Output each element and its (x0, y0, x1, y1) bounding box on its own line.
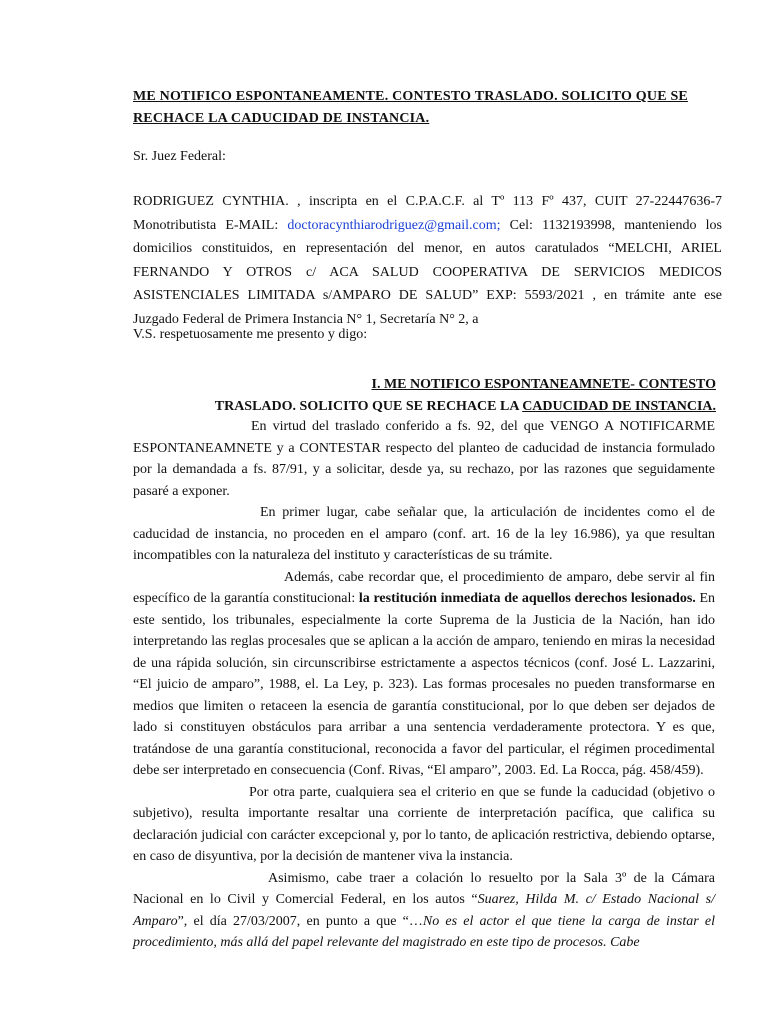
paragraph-3c: En este sentido, los tribunales, especialmente la corte Suprema de la Justicia de la Nación, han ido interpretando las reglas procesales que se aplican a la acción de amparo, teniendo en miras la necesidad de una rápida solución, sin circunscribirse estrictamente a aspectos técnicos (conf. José L. Lazzarini, “El juicio de amparo”, 1988, el. La Ley, p. 323). Las formas procesales no pueden transformarse en medios que limiten o retaceen la esencia de garantía constitucional, por lo que deben ser dejados de lado si constituyen obstáculos para arribar a una sentencia verdaderamente protectora. Y es que, tratándose de una garantía constitucional, reconocida a favor del particular, el régimen procedimental debe ser interpretado en consecuencia (Conf. Rivas, “El amparo”, 2003. Ed. La Rocca, pág. 458/459). (133, 591, 715, 778)
heading-line-2b: CADUCIDAD DE INSTANCIA. (522, 399, 716, 414)
heading-line-2 (160, 396, 716, 418)
paragraph-5a: Asimismo, cabe traer a colación lo resuelto por la Sala 3º de la Cámara Nacional en lo Civil y Comercial Federal, en los autos “ (133, 870, 715, 907)
heading-line-2a: TRASLADO. SOLICITO QUE SE RECHACE LA (214, 399, 523, 414)
paragraph-5-case-name: Suarez, Hilda M. c/ Estado Nacional s/ Amparo (133, 892, 715, 929)
paragraph-5c: ”, el día 27/03/2007, en punto a que “… (177, 913, 423, 929)
email-link[interactable]: doctoracynthiarodriguez@gmail.com; (287, 217, 501, 233)
intro-text-2: Cel: 1132193998, manteniendo los domicilios constituidos, en representación del menor, en autos caratulados “MELCHI, ARIEL FERNANDO Y OTROS c/ ACA SALUD COOPERATIVA DE SERVICIOS MEDICOS ASISTENCIALES LIMITADA s/AMPARO DE SALUD” EXP: 5593/2021 , en trámite ante ese Juzgado Federal de Primera Instancia N° 1, Secretaría N° 2, a (133, 217, 722, 327)
section-heading (160, 374, 716, 418)
presentation-line: V.S. respetuosamente me presento y digo: (133, 327, 368, 342)
intro-text-1: RODRIGUEZ CYNTHIA. , inscripta en el C.P.A.C.F. al Tº 113 Fº 437, CUIT 27-22447636-7 Monotributista E-MAIL: (133, 194, 722, 233)
paragraph-3 (133, 567, 715, 782)
paragraph-1: En virtud del traslado conferido a fs. 92, del que VENGO A NOTIFICARME ESPONTANEAMNETE y a CONTESTAR respecto del planteo de caducidad de instancia formulado por la demandada a fs. 87/91, y a solicitar, desde ya, su rechazo, por las razones que seguidamente pasaré a exponer. (133, 419, 715, 499)
salutation: Sr. Juez Federal: (133, 149, 226, 164)
heading-line-1: I. ME NOTIFICO ESPONTANEAMNETE- CONTESTO (371, 377, 716, 392)
document-title: ME NOTIFICO ESPONTANEAMENTE. CONTESTO TRASLADO. SOLICITO QUE SE RECHACE LA CADUCIDAD DE INSTANCIA. (133, 89, 688, 126)
body-text (133, 416, 715, 954)
paragraph-5 (133, 868, 715, 954)
paragraph-3a: Además, cabe recordar que, el procedimiento de amparo, debe servir al fin específico de la garantía constitucional: (133, 569, 715, 606)
paragraph-3-bold: la restitución inmediata de aquellos derechos lesionados. (358, 591, 696, 606)
paragraph-5-quote: No es el actor el que tiene la carga de instar el procedimiento, más allá del papel relevante del magistrado en este tipo de procesos. Cabe (133, 913, 715, 950)
intro-paragraph (133, 190, 722, 331)
paragraph-2: En primer lugar, cabe señalar que, la articulación de incidentes como el de caducidad de instancia, no proceden en el amparo (conf. art. 16 de la ley 16.986), ya que resultan incompatibles con la naturaleza del instituto y características de su trámite. (133, 505, 715, 563)
paragraph-4: Por otra parte, cualquiera sea el criterio en que se funde la caducidad (objetivo o subjetivo), resulta importante resaltar una corriente de interpretación pacífica, que califica su declaración judicial con carácter excepcional y, por lo tanto, de aplicación restrictiva, debiendo optarse, en caso de disyuntiva, por la decisión de mantener viva la instancia. (133, 784, 715, 864)
